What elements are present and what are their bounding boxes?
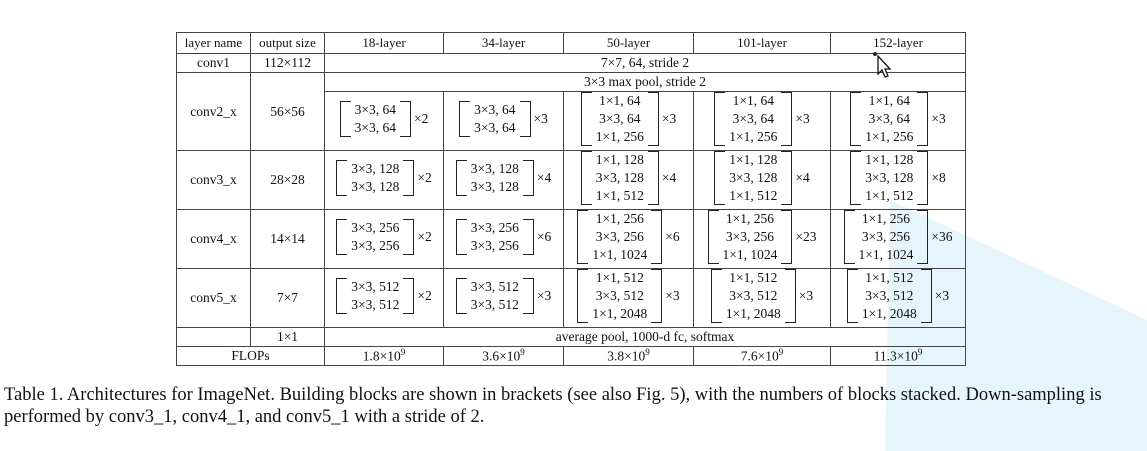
block-cell bbox=[831, 269, 966, 328]
block-lines bbox=[719, 210, 782, 264]
block-line: 3×3, 64 bbox=[474, 102, 516, 118]
conv1-name: conv1 bbox=[177, 54, 251, 73]
building-block bbox=[336, 160, 432, 196]
block-line: 1×1, 2048 bbox=[592, 306, 648, 322]
conv1-row bbox=[177, 54, 966, 73]
block-line: 1×1, 1024 bbox=[722, 247, 778, 263]
building-block bbox=[850, 151, 946, 205]
table-caption: Table 1. Architectures for ImageNet. Building blocks are shown in brackets (see also Fig. 5), with the numbers of blocks stacked. Down-sampling is performed by conv3_1, conv4_1, and conv5_1 with a stride of 2. bbox=[4, 385, 1102, 427]
block-line: 3×3, 512 bbox=[351, 297, 400, 313]
block-multiplier: ×3 bbox=[536, 288, 552, 304]
block-line: 1×1, 256 bbox=[865, 129, 914, 145]
block-lines bbox=[347, 219, 403, 255]
block-lines bbox=[470, 101, 519, 137]
building-block bbox=[581, 151, 677, 205]
building-block bbox=[456, 160, 552, 196]
block-line: 1×1, 512 bbox=[729, 270, 778, 286]
conv2-name: conv2_x bbox=[177, 73, 251, 151]
bracket-left bbox=[844, 210, 855, 264]
flops-exponent: 9 bbox=[400, 347, 406, 358]
building-block bbox=[577, 269, 679, 323]
bracket-right bbox=[648, 92, 659, 146]
building-block bbox=[711, 269, 813, 323]
conv5-name: conv5_x bbox=[177, 269, 251, 328]
block-multiplier: ×3 bbox=[661, 111, 677, 127]
col-18-header: 18-layer bbox=[325, 33, 444, 54]
bracket-left bbox=[336, 219, 347, 255]
block-cell bbox=[564, 92, 694, 151]
block-line: 1×1, 512 bbox=[595, 270, 644, 286]
block-multiplier: ×36 bbox=[931, 229, 953, 245]
bracket-right bbox=[648, 151, 659, 205]
block-line: 1×1, 64 bbox=[868, 93, 910, 109]
block-line: 3×3, 64 bbox=[354, 120, 396, 136]
block-lines bbox=[861, 92, 917, 146]
conv2-size: 56×56 bbox=[251, 73, 325, 151]
block-line: 3×3, 256 bbox=[351, 220, 400, 236]
block-cell bbox=[831, 210, 966, 269]
block-lines bbox=[725, 151, 781, 205]
final-size: 1×1 bbox=[251, 328, 325, 347]
bracket-right bbox=[651, 269, 662, 323]
conv4-row bbox=[177, 210, 966, 269]
bracket-left bbox=[711, 269, 722, 323]
block-cell bbox=[564, 151, 694, 210]
block-cell bbox=[831, 151, 966, 210]
bracket-left bbox=[340, 101, 351, 137]
block-cell bbox=[694, 210, 831, 269]
block-line: 3×3, 64 bbox=[868, 111, 910, 127]
block-multiplier: ×6 bbox=[536, 229, 552, 245]
conv5-row bbox=[177, 269, 966, 328]
conv3-size: 28×28 bbox=[251, 151, 325, 210]
building-block bbox=[459, 101, 548, 137]
block-line: 3×3, 512 bbox=[351, 279, 400, 295]
block-cell bbox=[444, 92, 564, 151]
building-block bbox=[577, 210, 679, 264]
block-lines bbox=[855, 210, 918, 264]
conv3-row bbox=[177, 151, 966, 210]
block-line: 3×3, 128 bbox=[729, 170, 778, 186]
bracket-left bbox=[714, 151, 725, 205]
bracket-left bbox=[577, 269, 588, 323]
final-name-empty bbox=[177, 328, 251, 347]
building-block bbox=[336, 278, 432, 314]
block-multiplier: ×3 bbox=[795, 111, 810, 127]
block-lines bbox=[467, 160, 523, 196]
block-multiplier: ×4 bbox=[536, 170, 552, 186]
col-50-header: 50-layer bbox=[564, 33, 694, 54]
block-line: 3×3, 128 bbox=[470, 161, 519, 177]
flops-row bbox=[177, 347, 966, 366]
flops-value bbox=[564, 347, 694, 366]
conv4-size: 14×14 bbox=[251, 210, 325, 269]
flops-mantissa: 1.8×10 bbox=[362, 348, 401, 364]
building-block bbox=[714, 92, 810, 146]
block-line: 1×1, 64 bbox=[599, 93, 641, 109]
block-line: 1×1, 128 bbox=[865, 152, 914, 168]
block-cell bbox=[325, 210, 444, 269]
building-block bbox=[850, 92, 946, 146]
block-cell bbox=[325, 92, 444, 151]
block-line: 1×1, 256 bbox=[725, 211, 774, 227]
flops-mantissa: 7.6×10 bbox=[740, 348, 779, 364]
bracket-left bbox=[336, 278, 347, 314]
block-multiplier: ×23 bbox=[795, 229, 817, 245]
building-block bbox=[456, 278, 552, 314]
block-multiplier: ×2 bbox=[417, 288, 432, 304]
final-row bbox=[177, 328, 966, 347]
block-lines bbox=[467, 278, 523, 314]
block-line: 3×3, 128 bbox=[351, 161, 400, 177]
bracket-left bbox=[847, 269, 858, 323]
bracket-left bbox=[714, 92, 725, 146]
mouse-cursor-icon bbox=[869, 50, 891, 80]
block-line: 3×3, 128 bbox=[470, 179, 519, 195]
conv4-name: conv4_x bbox=[177, 210, 251, 269]
block-line: 1×1, 1024 bbox=[592, 247, 648, 263]
block-multiplier: ×4 bbox=[795, 170, 810, 186]
block-line: 1×1, 1024 bbox=[858, 247, 914, 263]
bracket-left bbox=[577, 210, 588, 264]
block-line: 3×3, 512 bbox=[470, 297, 519, 313]
block-line: 1×1, 64 bbox=[732, 93, 774, 109]
building-block bbox=[708, 210, 817, 264]
building-block bbox=[340, 101, 429, 137]
block-multiplier: ×3 bbox=[931, 111, 946, 127]
bracket-right bbox=[523, 219, 534, 255]
block-line: 3×3, 256 bbox=[470, 220, 519, 236]
flops-exponent: 9 bbox=[778, 347, 784, 358]
building-block bbox=[714, 151, 810, 205]
block-cell bbox=[325, 269, 444, 328]
header-row bbox=[177, 33, 966, 54]
block-lines bbox=[858, 269, 921, 323]
maxpool-desc: 3×3 max pool, stride 2 bbox=[325, 73, 966, 92]
block-multiplier: ×3 bbox=[798, 288, 814, 304]
bracket-right bbox=[781, 151, 792, 205]
bracket-right bbox=[400, 101, 411, 137]
bracket-right bbox=[520, 101, 531, 137]
block-multiplier: ×4 bbox=[661, 170, 677, 186]
flops-mantissa: 11.3×10 bbox=[873, 348, 918, 364]
flops-value bbox=[325, 347, 444, 366]
block-line: 3×3, 256 bbox=[470, 238, 519, 254]
block-multiplier: ×6 bbox=[665, 229, 680, 245]
architecture-table bbox=[176, 32, 966, 366]
block-line: 1×1, 2048 bbox=[861, 306, 917, 322]
bracket-right bbox=[921, 269, 932, 323]
block-lines bbox=[592, 151, 648, 205]
layer-name-header: layer name bbox=[177, 33, 251, 54]
bracket-right bbox=[785, 269, 796, 323]
block-line: 3×3, 128 bbox=[865, 170, 914, 186]
block-line: 1×1, 512 bbox=[865, 188, 914, 204]
conv5-size: 7×7 bbox=[251, 269, 325, 328]
bracket-right bbox=[403, 278, 414, 314]
block-lines bbox=[351, 101, 400, 137]
bracket-left bbox=[336, 160, 347, 196]
bracket-right bbox=[917, 151, 928, 205]
block-lines bbox=[592, 92, 648, 146]
block-lines bbox=[467, 219, 523, 255]
block-lines bbox=[722, 269, 785, 323]
output-size-header: output size bbox=[251, 33, 325, 54]
bracket-left bbox=[456, 160, 467, 196]
final-desc: average pool, 1000-d fc, softmax bbox=[325, 328, 966, 347]
block-line: 3×3, 64 bbox=[599, 111, 641, 127]
block-line: 1×1, 256 bbox=[595, 211, 644, 227]
bracket-left bbox=[456, 219, 467, 255]
flops-exponent: 9 bbox=[917, 347, 923, 358]
block-line: 1×1, 512 bbox=[865, 270, 914, 286]
block-multiplier: ×3 bbox=[934, 288, 950, 304]
flops-value bbox=[444, 347, 564, 366]
bracket-right bbox=[651, 210, 662, 264]
block-cell bbox=[444, 151, 564, 210]
conv3-name: conv3_x bbox=[177, 151, 251, 210]
bracket-right bbox=[917, 92, 928, 146]
block-line: 1×1, 256 bbox=[595, 129, 644, 145]
bracket-right bbox=[917, 210, 928, 264]
block-line: 3×3, 512 bbox=[470, 279, 519, 295]
block-cell bbox=[444, 269, 564, 328]
block-line: 3×3, 64 bbox=[732, 111, 774, 127]
bracket-left bbox=[850, 92, 861, 146]
building-block bbox=[336, 219, 432, 255]
bracket-right bbox=[523, 278, 534, 314]
bracket-left bbox=[456, 278, 467, 314]
block-multiplier: ×3 bbox=[533, 111, 548, 127]
block-lines bbox=[588, 210, 651, 264]
bracket-left bbox=[459, 101, 470, 137]
block-cell bbox=[694, 269, 831, 328]
conv1-desc: 7×7, 64, stride 2 bbox=[325, 54, 966, 73]
block-line: 1×1, 512 bbox=[729, 188, 778, 204]
building-block bbox=[456, 219, 552, 255]
block-cell bbox=[564, 269, 694, 328]
block-line: 3×3, 64 bbox=[474, 120, 516, 136]
flops-label: FLOPs bbox=[177, 347, 325, 366]
block-multiplier: ×2 bbox=[417, 229, 432, 245]
conv1-size: 112×112 bbox=[251, 54, 325, 73]
block-line: 1×1, 256 bbox=[729, 129, 778, 145]
block-line: 3×3, 512 bbox=[865, 288, 914, 304]
block-line: 3×3, 64 bbox=[354, 102, 396, 118]
flops-mantissa: 3.6×10 bbox=[482, 348, 521, 364]
block-line: 3×3, 128 bbox=[595, 170, 644, 186]
bracket-left bbox=[581, 92, 592, 146]
block-cell bbox=[325, 151, 444, 210]
bracket-right bbox=[781, 210, 792, 264]
block-line: 3×3, 512 bbox=[595, 288, 644, 304]
block-line: 3×3, 256 bbox=[595, 229, 644, 245]
block-multiplier: ×2 bbox=[414, 111, 429, 127]
block-cell bbox=[444, 210, 564, 269]
col-101-header: 101-layer bbox=[694, 33, 831, 54]
block-lines bbox=[588, 269, 651, 323]
building-block bbox=[581, 92, 677, 146]
block-line: 3×3, 256 bbox=[725, 229, 774, 245]
block-line: 1×1, 256 bbox=[861, 211, 910, 227]
block-line: 3×3, 128 bbox=[351, 179, 400, 195]
flops-value bbox=[694, 347, 831, 366]
block-multiplier: ×3 bbox=[665, 288, 680, 304]
bracket-left bbox=[850, 151, 861, 205]
block-line: 3×3, 256 bbox=[861, 229, 910, 245]
building-block bbox=[844, 210, 953, 264]
bracket-right bbox=[403, 160, 414, 196]
bracket-right bbox=[523, 160, 534, 196]
col-152-header: 152-layer bbox=[831, 33, 966, 54]
bracket-right bbox=[781, 92, 792, 146]
bracket-left bbox=[708, 210, 719, 264]
block-cell bbox=[564, 210, 694, 269]
flops-exponent: 9 bbox=[520, 347, 525, 358]
block-line: 1×1, 128 bbox=[595, 152, 644, 168]
block-line: 3×3, 256 bbox=[351, 238, 400, 254]
bracket-right bbox=[403, 219, 414, 255]
bracket-left bbox=[581, 151, 592, 205]
flops-mantissa: 3.8×10 bbox=[607, 348, 646, 364]
col-34-header: 34-layer bbox=[444, 33, 564, 54]
maxpool-row bbox=[177, 73, 966, 92]
block-line: 1×1, 512 bbox=[595, 188, 644, 204]
block-cell bbox=[831, 92, 966, 151]
building-block bbox=[847, 269, 949, 323]
block-cell bbox=[694, 151, 831, 210]
block-line: 1×1, 128 bbox=[729, 152, 778, 168]
block-cell bbox=[694, 92, 831, 151]
block-line: 3×3, 512 bbox=[729, 288, 778, 304]
block-multiplier: ×8 bbox=[931, 170, 946, 186]
block-lines bbox=[347, 160, 403, 196]
flops-value bbox=[831, 347, 966, 366]
block-lines bbox=[725, 92, 781, 146]
flops-exponent: 9 bbox=[645, 347, 650, 358]
block-line: 1×1, 2048 bbox=[725, 306, 781, 322]
block-lines bbox=[347, 278, 403, 314]
block-multiplier: ×2 bbox=[417, 170, 432, 186]
block-lines bbox=[861, 151, 917, 205]
